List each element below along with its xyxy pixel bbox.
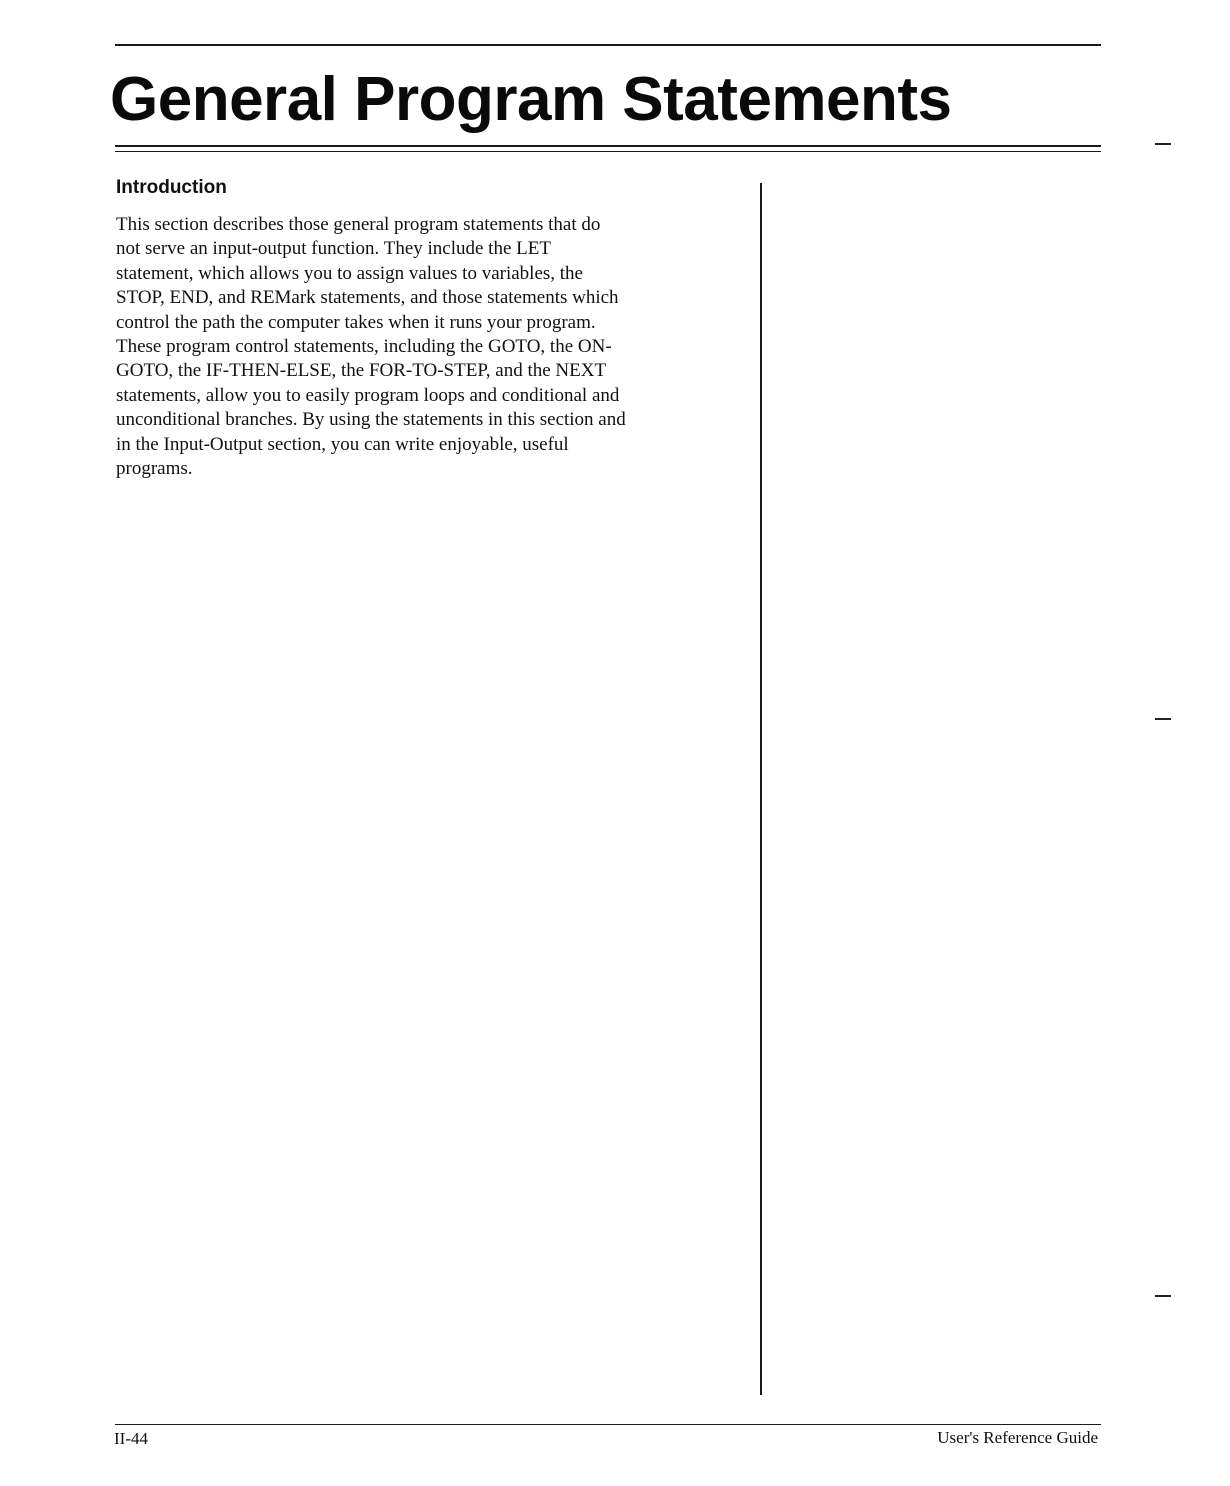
body-line: GOTO, the IF-THEN-ELSE, the FOR-TO-STEP, and the NEXT: [116, 360, 607, 382]
body-line: in the Input-Output section, you can write enjoyable, useful: [116, 433, 569, 455]
footer-rule: [115, 1424, 1101, 1425]
column-divider: [760, 183, 762, 1395]
margin-tick-mark: [1155, 143, 1171, 145]
body-line: programs.: [116, 458, 193, 480]
body-line: This section describes those general program statements that do: [116, 214, 601, 235]
top-rule: [115, 44, 1101, 46]
body-line: statements, allow you to easily program loops and conditional and: [116, 384, 620, 406]
margin-tick-mark: [1155, 1295, 1171, 1297]
intro-paragraph: [116, 213, 756, 481]
section-heading: Introduction: [116, 177, 227, 198]
page-title: General Program Statements: [110, 65, 952, 134]
body-line: control the path the computer takes when it runs your program.: [116, 311, 596, 333]
body-line: not serve an input-output function. They include the LET: [116, 238, 551, 260]
body-line: statement, which allows you to assign values to variables, the: [116, 262, 583, 284]
page-number: II-44: [114, 1429, 148, 1448]
margin-tick-mark: [1155, 718, 1171, 720]
body-line: unconditional branches. By using the statements in this section and: [116, 409, 626, 431]
title-underline-thin: [115, 151, 1101, 152]
body-line: STOP, END, and REMark statements, and those statements which: [116, 287, 619, 309]
guide-name: User's Reference Guide: [937, 1428, 1098, 1447]
body-line: These program control statements, including the GOTO, the ON-: [116, 336, 612, 358]
title-underline-thick: [115, 145, 1101, 147]
